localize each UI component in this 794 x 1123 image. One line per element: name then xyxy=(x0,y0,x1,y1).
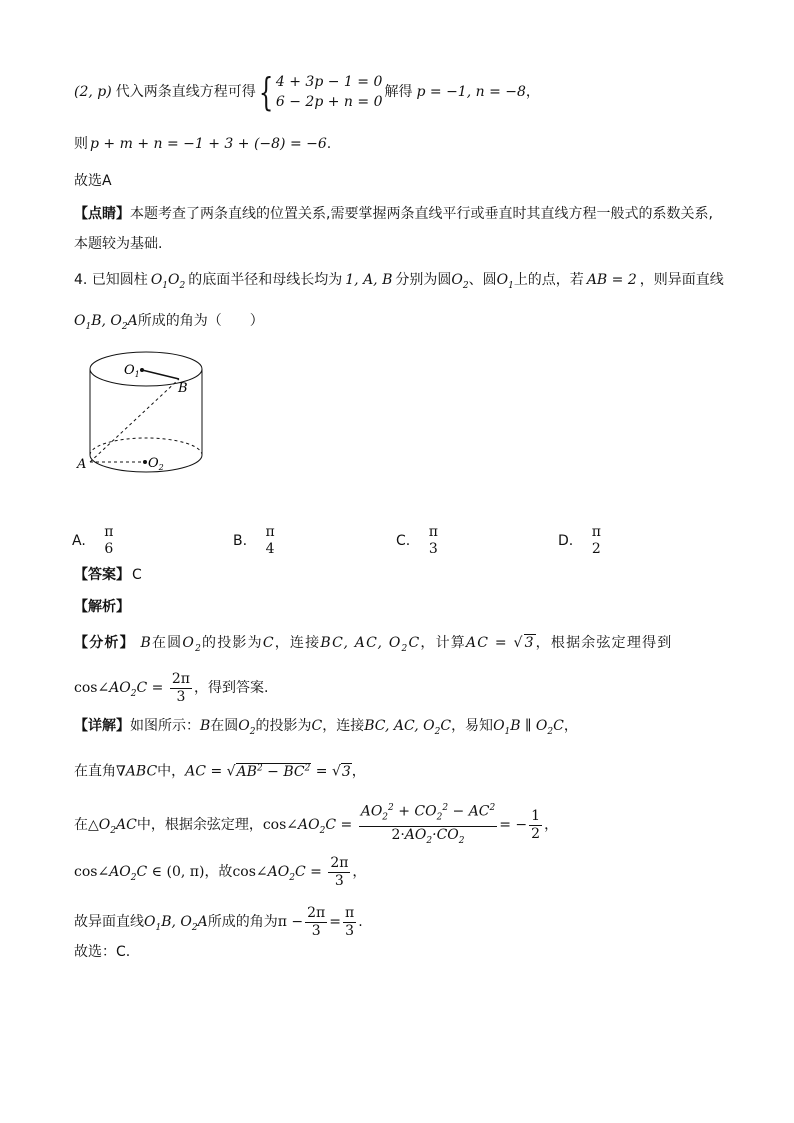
segment-o1b xyxy=(142,370,179,379)
detail-text-e: ，易知 xyxy=(451,718,494,734)
equation-1: 4 + 3p − 1 = 0 xyxy=(275,74,383,90)
question-text-a: 已知圆柱 xyxy=(91,272,148,288)
math-lines: $O_1B$, $O_2A$ xyxy=(144,914,208,933)
math-triangle: $\triangle O_2AC$ xyxy=(88,817,137,836)
brace-symbol: { xyxy=(258,70,274,114)
comment-label: 【点睛】 xyxy=(74,206,130,222)
point-o2 xyxy=(143,460,147,464)
detail-line xyxy=(74,716,578,742)
math-o2: $O_2$ xyxy=(451,272,469,291)
equation-system xyxy=(276,72,383,112)
line2-expr: p + m + n = −1 + 3 + (−8) = −6 xyxy=(90,136,327,152)
fenxi-text-d: ，计算 xyxy=(420,635,466,651)
math-eq: = xyxy=(329,914,341,930)
math-cos: $\cos\angle AO_2C$ = xyxy=(74,680,164,699)
final-answer-line: 故选：C. xyxy=(74,944,131,960)
fenxi-text-f: ，得到答案. xyxy=(193,680,269,696)
math-half: $\frac{1}{2}$ xyxy=(531,807,541,842)
detail-text-a: 如图所示： xyxy=(130,718,200,734)
select-answer-line: 故选A xyxy=(74,173,112,189)
math-ab2: AB = 2 xyxy=(586,272,637,288)
step3-end: ， xyxy=(352,864,367,880)
step2-end: ， xyxy=(544,817,559,834)
fenxi-text-e: ，根据余弦定理得到 xyxy=(535,635,673,651)
label-b: B xyxy=(178,381,188,396)
comment-text: 本题考查了两条直线的位置关系,需要掌握两条直线平行或垂直时其直线方程一般式的系数关系, xyxy=(130,206,713,222)
fenxi-label: 【分析】 xyxy=(74,635,135,651)
equation-2: 6 − 2p + n = 0 xyxy=(275,94,383,110)
fenxi-text-b: 的投影为 xyxy=(202,635,263,651)
comment-line-1 xyxy=(74,204,713,224)
math-lines: $O_1B$, $O_2A$ xyxy=(74,313,138,332)
label-o2: $O_2$ xyxy=(148,456,164,472)
option-b[interactable] xyxy=(233,524,279,558)
line2-end: . xyxy=(326,136,332,152)
step-1 xyxy=(74,758,366,782)
segment-ab xyxy=(90,379,179,462)
step4-text-a: 故异面直线 xyxy=(74,914,144,930)
step4-end: . xyxy=(358,914,363,930)
option-c-fraction: π 3 xyxy=(428,524,438,557)
line1-text-a: 代入两条直线方程可得 xyxy=(115,84,256,100)
step3-text-a: ，故 xyxy=(204,864,233,880)
step1-text-b: 中， xyxy=(157,763,186,780)
solution-line-2 xyxy=(74,134,331,154)
solution-line-1 xyxy=(74,72,540,112)
comment-line-2: 本题较为基础. xyxy=(74,236,163,252)
math-pi-3: $\frac{\pi}{3}$ xyxy=(344,904,355,939)
math-o2: $O_2$ xyxy=(238,718,256,737)
cylinder-figure xyxy=(74,346,214,476)
step-2 xyxy=(74,800,559,847)
detail-label: 【详解】 xyxy=(74,718,130,734)
point-o1 xyxy=(140,368,144,372)
question-text-f: ，则异面直线 xyxy=(639,272,724,288)
answer-value: C xyxy=(132,567,142,583)
math-ac: AC = √3 xyxy=(465,635,535,651)
math-eq: = − xyxy=(499,817,528,834)
option-a-fraction: π 6 xyxy=(104,524,114,557)
answer-label: 【答案】 xyxy=(74,567,130,583)
math-triangle-abc: ∇ABC xyxy=(116,763,158,780)
detail-text-c: 的投影为 xyxy=(255,718,312,734)
question-text-g: 所成的角为（ ） xyxy=(137,313,264,329)
option-d[interactable] xyxy=(558,524,605,558)
step4-text-b: 所成的角为 xyxy=(207,914,278,930)
bottom-ellipse-back xyxy=(90,438,202,455)
math-pi-minus: π − xyxy=(277,914,304,930)
math-b: B xyxy=(140,635,152,651)
option-a-letter: A. xyxy=(72,533,86,549)
line1-end: ， xyxy=(525,84,540,100)
math-cosine-law: $\frac{AO_2^2 + CO_2^2 - AC^2}{2\cdot AO_2\cdot CO_2}$ xyxy=(359,800,498,850)
math-connect: BC, AC, $O_2C$ xyxy=(320,635,421,654)
math-c: C xyxy=(311,718,323,734)
step-4 xyxy=(74,902,363,942)
step-3 xyxy=(74,852,366,892)
label-o1: $O_1$ xyxy=(124,363,140,379)
math-o1: $O_1$ xyxy=(496,272,514,291)
fenxi-line-2 xyxy=(74,668,268,708)
math-cos-label: $\cos\angle AO_2C$ = xyxy=(262,817,353,836)
line1-text-b: 解得 xyxy=(384,84,413,100)
option-d-fraction: π 2 xyxy=(591,524,601,557)
option-c-letter: C. xyxy=(396,533,411,549)
step2-text-b: 中，根据余弦定理， xyxy=(136,817,263,834)
solution-values: p = −1, n = −8 xyxy=(416,84,526,100)
question-number: 4. xyxy=(74,272,88,288)
math-o2: $O_2$ xyxy=(182,635,202,654)
math-range: $\cos\angle AO_2C$ ∈ (0, π) xyxy=(74,864,205,883)
math-connect: BC, AC, $O_2C$ xyxy=(364,718,452,737)
math-c: C xyxy=(262,635,275,651)
option-b-letter: B. xyxy=(233,533,248,549)
detail-text-b: 在圆 xyxy=(210,718,239,734)
fenxi-text-c: ，连接 xyxy=(274,635,321,651)
detail-text-d: ，连接 xyxy=(322,718,365,734)
math-2pi-3: $\frac{2\pi}{3}$ xyxy=(171,670,190,705)
analysis-label: 【解析】 xyxy=(74,599,130,615)
math-b: B xyxy=(200,718,211,734)
math-ac-value: AC = $√AB^2 - BC^2 = √3$ xyxy=(185,763,351,780)
question-text-c: 分别为圆 xyxy=(395,272,452,288)
detail-text-f: ， xyxy=(563,718,578,734)
question-4-line-1 xyxy=(74,270,724,296)
option-d-letter: D. xyxy=(558,533,574,549)
math-2pi-3: $\frac{2\pi}{3}$ xyxy=(330,854,349,889)
math-cos-label: $\cos\angle AO_2C$ = xyxy=(232,864,322,883)
fenxi-line-1 xyxy=(74,633,672,659)
option-c[interactable] xyxy=(396,524,442,558)
line2-text: 则 xyxy=(74,136,88,152)
step1-end: ， xyxy=(351,763,366,780)
question-4-line-2 xyxy=(74,311,264,337)
step1-text-a: 在直角 xyxy=(74,763,116,780)
math-o1o2: $O_1O_2$ xyxy=(150,272,186,291)
fenxi-text-a: 在圆 xyxy=(151,635,183,651)
point-expr: (2, p) xyxy=(74,84,112,100)
label-a: A xyxy=(77,457,87,472)
math-parallel: $O_1B$ ∥ $O_2C$ xyxy=(493,718,564,737)
question-text-b: 的底面半径和母线长均为 xyxy=(188,272,343,288)
step2-text-a: 在 xyxy=(74,817,88,834)
option-a[interactable] xyxy=(72,524,117,558)
math-values: 1, A, B xyxy=(345,272,393,288)
math-2pi-3: $\frac{2\pi}{3}$ xyxy=(307,904,326,939)
option-b-fraction: π 4 xyxy=(265,524,275,557)
question-text-e: 上的点，若 xyxy=(513,272,584,288)
answer-line xyxy=(74,565,142,585)
question-text-d: 、圆 xyxy=(468,272,497,288)
